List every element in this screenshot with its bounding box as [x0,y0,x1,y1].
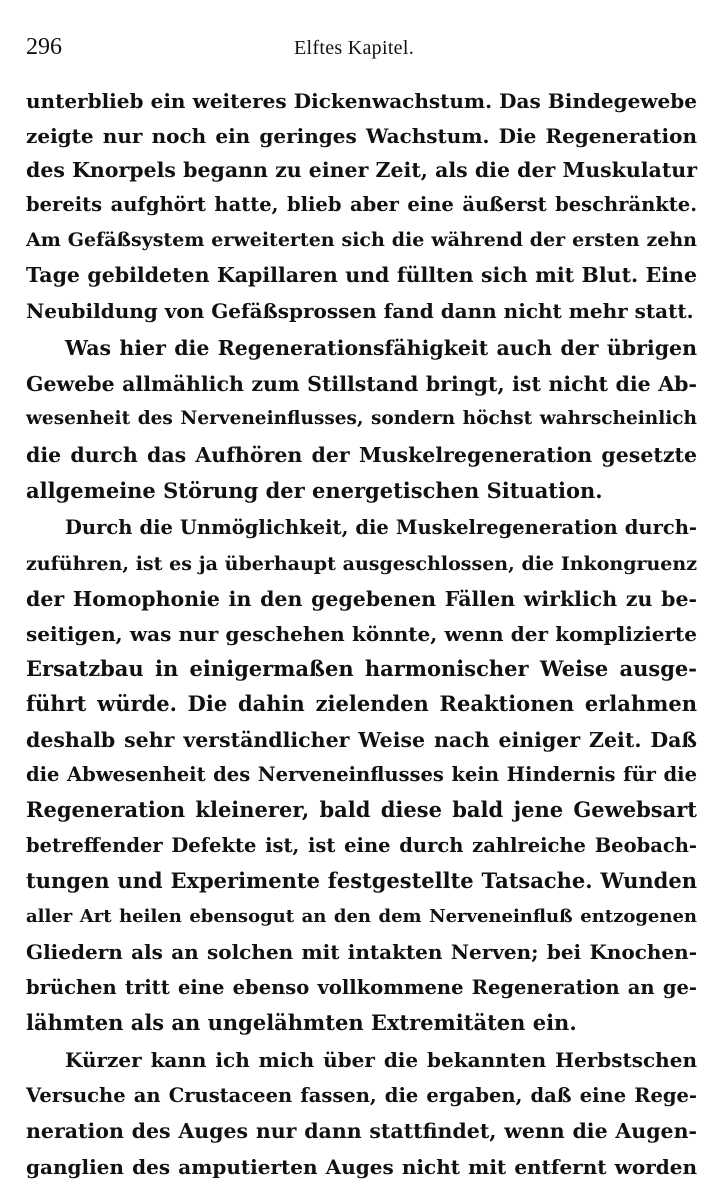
text-line: des Knorpels begann zu einer Zeit, als die der Muskulatur [26,158,697,182]
running-head: Elftes Kapitel. [294,37,415,59]
text-line: unterblieb ein weiteres Dickenwachstum. Das Bindegewebe [26,89,697,113]
text-line: seitigen, was nur geschehen könnte, wenn der komplizierte [26,622,697,646]
text-line: der Homophonie in den gegebenen Fällen wirklich zu be- [26,587,697,611]
text-line: neration des Auges nur dann stattfindet, wenn die Augen- [26,1119,697,1143]
text-line: Durch die Unmöglichkeit, die Muskelregeneration durch- [65,516,697,539]
text-line: Versuche an Crustaceen fassen, die ergaben, daß eine Rege- [26,1084,697,1107]
text-line: brüchen tritt eine ebenso vollkommene Regeneration an ge- [26,976,697,999]
text-line: die durch das Aufhören der Muskelregeneration gesetzte [26,443,697,467]
text-line: Tage gebildeten Kapillaren und füllten sich mit Blut. Eine [26,263,697,287]
text-line: ganglien des amputierten Auges nicht mit entfernt worden [26,1155,697,1179]
text-line: aller Art heilen ebensogut an den dem Nerveneinfluß entzogenen [26,906,697,927]
text-line: Ersatzbau in einigermaßen harmonischer Weise ausge- [26,656,697,681]
text-line: bereits aufghört hatte, blieb aber eine äußerst beschränkte. [26,193,697,216]
text-line: die Abwesenheit des Nerveneinflusses kein Hindernis für die [26,763,697,786]
text-line: führt würde. Die dahin zielenden Reaktionen erlahmen [26,691,697,716]
text-line: tungen und Experimente festgestellte Tatsache. Wunden [26,868,697,893]
text-line: betreffender Defekte ist, ist eine durch zahlreiche Beobach- [26,834,697,857]
text-line: Neubildung von Gefäßsprossen fand dann nicht mehr statt. [26,299,694,323]
text-line: Kürzer kann ich mich über die bekannten Herbstschen [65,1048,697,1072]
text-line: wesenheit des Nerveneinflusses, sondern höchst wahrscheinlich [26,408,697,429]
text-line: lähmten als an ungelähmten Extremitäten ein. [26,1010,577,1035]
text-line: deshalb sehr verständlicher Weise nach einiger Zeit. Daß [26,728,697,752]
text-line: Gewebe allmählich zum Stillstand bringt, ist nicht die Ab- [26,372,697,396]
text-line: Regeneration kleinerer, bald diese bald jene Gewebsart [26,797,697,822]
page-header [26,34,626,64]
text-line: zuführen, ist es ja überhaupt ausgeschlossen, die Inkongruenz [26,553,697,575]
page-number: 296 [26,34,62,60]
text-line: Was hier die Regenerationsfähigkeit auch der übrigen [65,336,697,360]
text-line: zeigte nur noch ein geringes Wachstum. Die Regeneration [26,124,697,148]
text-line: Gliedern als an solchen mit intakten Nerven; bei Knochen- [26,940,697,964]
text-line: allgemeine Störung der energetischen Situation. [26,478,603,503]
text-line: Am Gefäßsystem erweiterten sich die während der ersten zehn [26,229,697,251]
